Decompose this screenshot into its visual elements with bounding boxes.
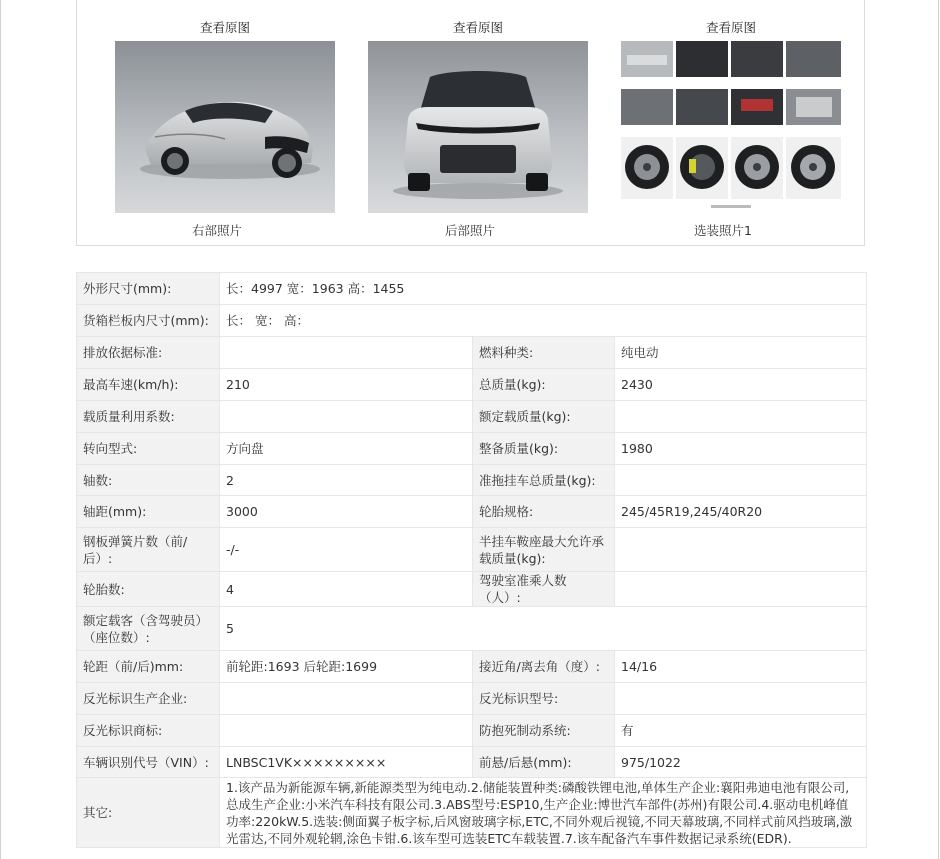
spec-row-other: [77, 778, 867, 848]
spec-value: 纯电动: [615, 337, 867, 369]
spec-row: [77, 572, 867, 607]
spec-value: 前轮距:1693 后轮距:1699: [220, 651, 473, 683]
spec-value: 1980: [615, 433, 867, 465]
spec-label: 轮胎规格:: [473, 496, 615, 528]
spec-row: [77, 433, 867, 465]
spec-value: [615, 683, 867, 715]
spec-label: 最高车速(km/h):: [77, 369, 220, 401]
photo-card-options: [603, 0, 843, 238]
photo-caption-right: 右部照片: [191, 223, 242, 238]
spec-value: 14/16: [615, 651, 867, 683]
spec-value: [615, 465, 867, 496]
page-frame-left: [0, 0, 1, 859]
spec-row: [77, 496, 867, 528]
spec-value: 2: [220, 465, 473, 496]
spec-row: [77, 465, 867, 496]
spec-value: 245/45R19,245/40R20: [615, 496, 867, 528]
photo-card-right: [97, 0, 337, 238]
spec-label: 前悬/后悬(mm):: [473, 747, 615, 778]
spec-label: 排放依据标准:: [77, 337, 220, 369]
spec-label: 反光标识生产企业:: [77, 683, 220, 715]
car-front-right-photo[interactable]: [115, 41, 335, 213]
spec-label: 钢板弹簧片数（前/后）:: [77, 528, 220, 572]
spec-value: 210: [220, 369, 473, 401]
photo-caption-options: 选装照片1: [694, 223, 752, 238]
view-original-link-rear[interactable]: 查看原图: [452, 20, 503, 35]
spec-value: 4: [220, 572, 473, 607]
spec-table: [76, 272, 867, 848]
spec-row: [77, 369, 867, 401]
spec-label: 半挂车鞍座最大允许承载质量(kg):: [473, 528, 615, 572]
spec-row: [77, 401, 867, 433]
spec-value: [220, 715, 473, 747]
view-original-link-options[interactable]: 查看原图: [705, 20, 756, 35]
spec-label: 轴距(mm):: [77, 496, 220, 528]
spec-row: [77, 747, 867, 778]
spec-label: 整备质量(kg):: [473, 433, 615, 465]
view-original-link-right[interactable]: 查看原图: [199, 20, 250, 35]
photo-panel: [76, 0, 865, 246]
spec-label: 货箱栏板内尺寸(mm):: [77, 305, 220, 337]
spec-value: 975/1022: [615, 747, 867, 778]
spec-label: 轮胎数:: [77, 572, 220, 607]
spec-row: [77, 528, 867, 572]
spec-label: 外形尺寸(mm):: [77, 273, 220, 305]
spec-label: 车辆识别代号（VIN）:: [77, 747, 220, 778]
spec-label: 防抱死制动系统:: [473, 715, 615, 747]
spec-row-dimensions: [77, 273, 867, 305]
spec-row: [77, 337, 867, 369]
spec-label: 总质量(kg):: [473, 369, 615, 401]
options-collage-photo[interactable]: [621, 41, 841, 213]
spec-value: 长：4997 宽：1963 高：1455: [220, 273, 867, 305]
spec-value: 3000: [220, 496, 473, 528]
spec-value: [220, 683, 473, 715]
spec-label: 燃料种类:: [473, 337, 615, 369]
spec-row-passengers: [77, 607, 867, 651]
spec-label: 驾驶室准乘人数（人）:: [473, 572, 615, 607]
spec-label: 反光标识商标:: [77, 715, 220, 747]
page-frame-right: [938, 0, 939, 859]
spec-value: [615, 528, 867, 572]
spec-label: 转向型式:: [77, 433, 220, 465]
spec-row: [77, 715, 867, 747]
spec-row: [77, 683, 867, 715]
spec-label: 额定载客（含驾驶员）（座位数）:: [77, 607, 220, 651]
photo-caption-rear: 后部照片: [444, 223, 495, 238]
spec-label: 准拖挂车总质量(kg):: [473, 465, 615, 496]
spec-value: LNBSC1VK×××××××××: [220, 747, 473, 778]
spec-value: [615, 401, 867, 433]
spec-value: [220, 401, 473, 433]
spec-label: 轴数:: [77, 465, 220, 496]
spec-value: [615, 572, 867, 607]
spec-label: 轮距（前/后)mm:: [77, 651, 220, 683]
photo-card-rear: [350, 0, 590, 238]
spec-label: 反光标识型号:: [473, 683, 615, 715]
spec-label: 接近角/离去角（度）:: [473, 651, 615, 683]
spec-value: 方向盘: [220, 433, 473, 465]
spec-value: 5: [220, 607, 867, 651]
spec-label: 其它:: [77, 778, 220, 848]
spec-row-cargo-box: [77, 305, 867, 337]
car-rear-photo[interactable]: [368, 41, 588, 213]
spec-label: 额定载质量(kg):: [473, 401, 615, 433]
spec-value: -/-: [220, 528, 473, 572]
spec-notes: 1.该产品为新能源车辆,新能源类型为纯电动.2.储能装置种类:磷酸铁锂电池,单体生产企业:襄阳弗迪电池有限公司,总成生产企业:小米汽车科技有限公司.3.ABS型号:ESP10,生产企业:博世汽车部件(苏州)有限公司.4.驱动电机峰值功率:220kW.5.选装:侧面翼子板字标,后风窗玻璃字标,ETC,不同外观后视镜,不同天幕玻璃,不同样式前风挡玻璃,激光雷达,不同外观轮辋,涂色卡钳.6.该车型可选装ETC车载装置.7.该车配备汽车事件数据记录系统(EDR).: [220, 778, 867, 848]
spec-row: [77, 651, 867, 683]
spec-value: 2430: [615, 369, 867, 401]
spec-value: 有: [615, 715, 867, 747]
spec-label: 载质量利用系数:: [77, 401, 220, 433]
spec-value: [220, 337, 473, 369]
spec-value: 长： 宽： 高：: [220, 305, 867, 337]
